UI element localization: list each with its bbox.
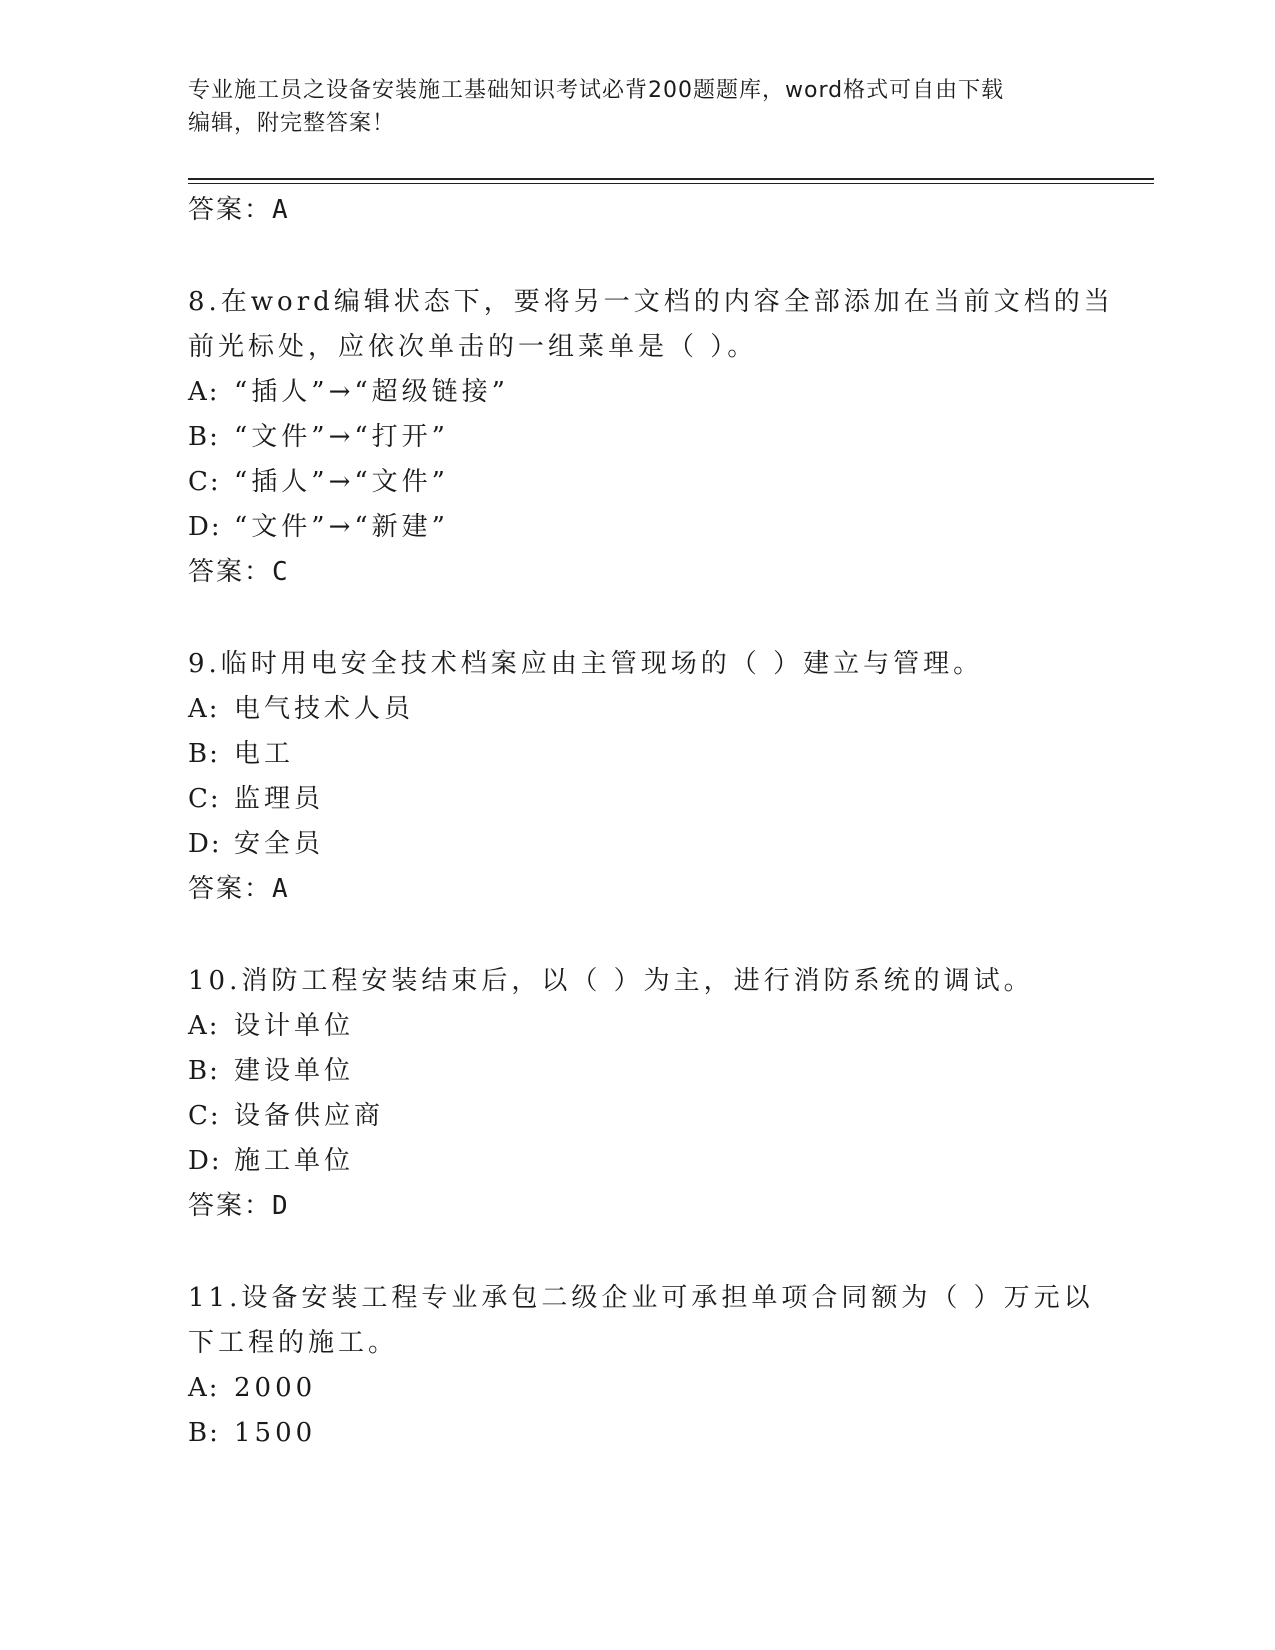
option-letter: B: xyxy=(188,422,220,452)
document-header xyxy=(188,74,1068,140)
option-text: 建设单位 xyxy=(234,1056,355,1086)
option-text: 电气技术人员 xyxy=(234,694,415,724)
option-text: 监理员 xyxy=(234,784,325,814)
option-text: “插人”→“超级链接” xyxy=(234,377,509,407)
answer-option xyxy=(188,415,1088,460)
option-letter: B: xyxy=(188,1056,220,1086)
answer-option xyxy=(188,732,1088,777)
option-text: 2000 xyxy=(234,1373,317,1403)
question-block xyxy=(188,642,1088,912)
option-letter: A: xyxy=(188,1011,220,1041)
option-letter: A: xyxy=(188,377,220,407)
option-letter: B: xyxy=(188,1418,220,1448)
question-text: 前光标处，应依次单击的一组菜单是（ ）。 xyxy=(188,332,758,362)
answer-option xyxy=(188,1004,1088,1049)
question-spacer xyxy=(188,912,1088,959)
answer-label: 答案： xyxy=(188,1191,273,1221)
option-text: 施工单位 xyxy=(234,1146,355,1176)
option-letter: A: xyxy=(188,694,220,724)
option-letter: C: xyxy=(188,784,221,814)
question-block xyxy=(188,1276,1094,1456)
answer-option xyxy=(188,777,1088,822)
header-line-2: 编辑，附完整答案！ xyxy=(188,111,396,136)
option-text: 设备供应商 xyxy=(234,1101,385,1131)
option-letter: D: xyxy=(188,512,222,542)
question-text: 8.在word编辑状态下，要将另一文档的内容全部添加在当前文档的当 xyxy=(188,287,1114,317)
answer-value: C xyxy=(272,557,290,587)
question-text: 9.临时用电安全技术档案应由主管现场的（ ）建立与管理。 xyxy=(188,649,984,679)
option-letter: B: xyxy=(188,739,220,769)
option-text: “插人”→“文件” xyxy=(234,467,449,497)
option-text: “文件”→“新建” xyxy=(234,512,449,542)
answer-option xyxy=(188,1094,1088,1139)
header-divider-thin xyxy=(188,183,1154,184)
answer-label: 答案： xyxy=(188,874,273,904)
option-text: “文件”→“打开” xyxy=(234,422,449,452)
answer-option xyxy=(188,687,1088,732)
option-letter: D: xyxy=(188,1146,222,1176)
document-body xyxy=(188,188,1114,1456)
option-letter: C: xyxy=(188,467,221,497)
answer-option xyxy=(188,1411,1088,1456)
answer-option xyxy=(188,1049,1088,1094)
answer-line xyxy=(188,188,1088,233)
answer-option xyxy=(188,822,1088,867)
question-text: 11.设备安装工程专业承包二级企业可承担单项合同额为（ ）万元以 xyxy=(188,1283,1094,1313)
answer-value: A xyxy=(272,874,290,904)
header-divider-thick xyxy=(188,178,1154,180)
option-letter: A: xyxy=(188,1373,220,1403)
answer-label: 答案： xyxy=(188,195,273,225)
answer-label: 答案： xyxy=(188,557,273,587)
question-spacer xyxy=(188,1229,1088,1276)
question-block xyxy=(188,280,1114,595)
question-list xyxy=(188,233,1114,1456)
question-text: 下工程的施工。 xyxy=(188,1328,399,1358)
answer-option xyxy=(188,1139,1088,1184)
header-line-1: 专业施工员之设备安装施工基础知识考试必背200题题库，word格式可自由下载 xyxy=(188,78,1005,103)
option-text: 1500 xyxy=(234,1418,317,1448)
option-text: 安全员 xyxy=(234,829,325,859)
answer-option xyxy=(188,505,1088,550)
answer-line xyxy=(188,1184,1088,1229)
answer-option xyxy=(188,370,1088,415)
option-text: 电工 xyxy=(234,739,295,769)
answer-option xyxy=(188,1366,1088,1411)
answer-value: D xyxy=(272,1191,290,1221)
answer-line xyxy=(188,867,1088,912)
option-text: 设计单位 xyxy=(234,1011,355,1041)
question-spacer xyxy=(188,233,1088,280)
answer-option xyxy=(188,460,1088,505)
answer-line xyxy=(188,550,1088,595)
option-letter: D: xyxy=(188,829,222,859)
question-block xyxy=(188,959,1088,1229)
question-spacer xyxy=(188,595,1088,642)
answer-value: A xyxy=(272,195,290,225)
question-text: 10.消防工程安装结束后，以（ ）为主，进行消防系统的调试。 xyxy=(188,966,1034,996)
option-letter: C: xyxy=(188,1101,221,1131)
